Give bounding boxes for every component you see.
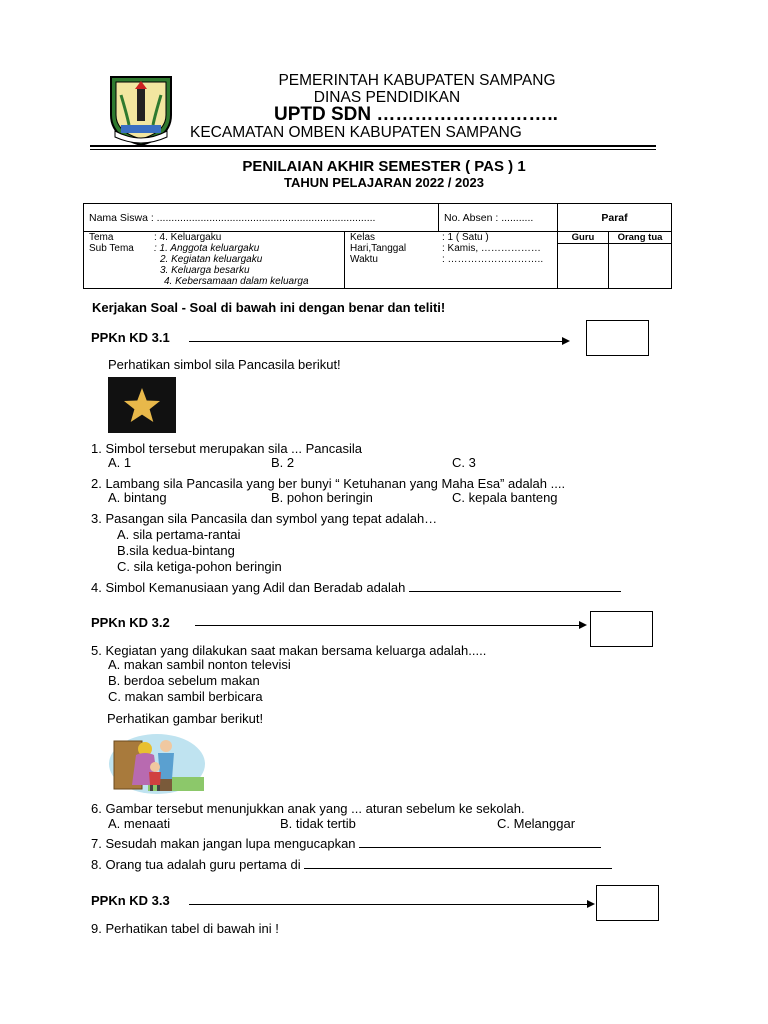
arrow-line-kd-3-1 [189, 341, 562, 342]
question-4-text: 4. Simbol Kemanusiaan yang Adil dan Beradab adalah [91, 580, 406, 595]
question-5: 5. Kegiatan yang dilakukan saat makan bersama keluarga adalah..... [91, 643, 487, 658]
class-label: Kelas [350, 232, 376, 243]
subtheme-2: 2. Kegiatan keluargaku [160, 254, 263, 265]
q5-option-a: A. makan sambil nonton televisi [108, 657, 291, 672]
q3-option-c: C. sila ketiga-pohon beringin [117, 559, 282, 574]
star-symbol-image [108, 377, 176, 433]
time-label: Waktu [350, 254, 378, 265]
question-2: 2. Lambang sila Pancasila yang ber bunyi “ Ketuhanan yang Maha Esa” adalah .... [91, 476, 566, 491]
class-value: : 1 ( Satu ) [442, 232, 489, 243]
subtheme-label: Sub Tema [89, 243, 134, 254]
q6-option-a: A. menaati [108, 816, 171, 831]
score-box-kd-3-1[interactable] [586, 320, 649, 356]
q1-option-a: A. 1 [108, 455, 132, 470]
parent-signature-header: Orang tua [609, 232, 672, 244]
time-value: : ……………………….. [442, 254, 544, 265]
q6-option-b: B. tidak tertib [280, 816, 356, 831]
teacher-signature-box[interactable] [558, 244, 609, 289]
intro-symbol: Perhatikan simbol sila Pancasila berikut! [108, 357, 341, 372]
kabupaten-sampang-logo [107, 75, 175, 147]
header-divider [90, 145, 656, 147]
subtheme-4: 4. Kebersamaan dalam keluarga [164, 276, 309, 287]
section-kd-3-3: PPKn KD 3.3 [91, 893, 170, 908]
header-divider-thin [90, 149, 656, 150]
arrow-head-kd-3-3 [587, 900, 595, 908]
student-name-field[interactable]: Nama Siswa : ........................................................................... [84, 204, 439, 232]
q1-option-c: C. 3 [452, 455, 476, 470]
section-kd-3-1: PPKn KD 3.1 [91, 330, 170, 345]
q3-option-a: A. sila pertama-rantai [117, 527, 241, 542]
instruction: Kerjakan Soal - Soal di bawah ini dengan benar dan teliti! [92, 300, 446, 315]
student-info-table [83, 203, 672, 289]
subtheme-3: 3. Keluarga besarku [160, 265, 250, 276]
q4-answer-line[interactable] [409, 591, 621, 592]
arrow-line-kd-3-2 [195, 625, 579, 626]
subtheme-1: : 1. Anggota keluargaku [154, 243, 260, 254]
q2-option-c: C. kepala banteng [452, 490, 558, 505]
family-illustration [108, 733, 206, 795]
question-4 [91, 580, 621, 595]
parent-signature-box[interactable] [609, 244, 672, 289]
theme-label: Tema [89, 232, 114, 243]
header-district: KECAMATAN OMBEN KABUPATEN SAMPANG [190, 124, 522, 141]
score-box-kd-3-3[interactable] [596, 885, 659, 921]
section-kd-3-2: PPKn KD 3.2 [91, 615, 170, 630]
date-label: Hari,Tanggal [350, 243, 407, 254]
exam-title: PENILAIAN AKHIR SEMESTER ( PAS ) 1 [242, 158, 526, 175]
question-7-text: 7. Sesudah makan jangan lupa mengucapkan [91, 836, 356, 851]
intro-picture: Perhatikan gambar berikut! [107, 711, 264, 726]
question-9: 9. Perhatikan tabel di bawah ini ! [91, 921, 279, 936]
question-1: 1. Simbol tersebut merupakan sila ... Pancasila [91, 441, 362, 456]
q7-answer-line[interactable] [359, 847, 601, 848]
teacher-signature-header: Guru [558, 232, 609, 244]
question-8 [91, 857, 612, 872]
q8-answer-line[interactable] [304, 868, 612, 869]
arrow-head-kd-3-2 [579, 621, 587, 629]
q2-option-a: A. bintang [108, 490, 167, 505]
question-7 [91, 836, 601, 851]
question-3: 3. Pasangan sila Pancasila dan symbol yang tepat adalah… [91, 511, 438, 526]
q3-option-b: B.sila kedua-bintang [117, 543, 235, 558]
header-government: PEMERINTAH KABUPATEN SAMPANG [278, 72, 556, 89]
question-8-text: 8. Orang tua adalah guru pertama di [91, 857, 301, 872]
arrow-line-kd-3-3 [189, 904, 587, 905]
signature-header: Paraf [558, 204, 672, 232]
score-box-kd-3-2[interactable] [590, 611, 653, 647]
q1-option-b: B. 2 [271, 455, 295, 470]
header-school: UPTD SDN ……………………….. [274, 104, 558, 125]
question-6: 6. Gambar tersebut menunjukkan anak yang ... aturan sebelum ke sekolah. [91, 801, 525, 816]
arrow-head-kd-3-1 [562, 337, 570, 345]
q2-option-b: B. pohon beringin [271, 490, 373, 505]
q6-option-c: C. Melanggar [497, 816, 576, 831]
q5-option-b: B. berdoa sebelum makan [108, 673, 260, 688]
absence-number-field[interactable]: No. Absen : ........... [439, 204, 558, 232]
theme-value: : 4. Keluargaku [154, 232, 222, 243]
exam-year: TAHUN PELAJARAN 2022 / 2023 [284, 175, 484, 190]
q5-option-c: C. makan sambil berbicara [108, 689, 263, 704]
date-value: : Kamis, ……………… [442, 243, 541, 254]
header-department: DINAS PENDIDIKAN [313, 89, 461, 106]
